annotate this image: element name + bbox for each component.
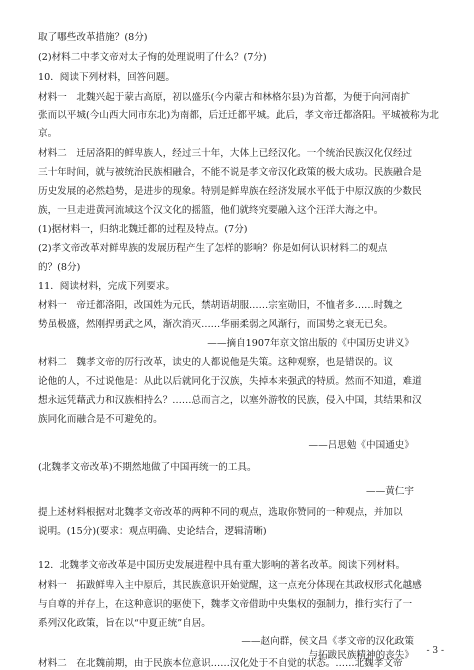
text-line: 历史发展的必然趋势，是进步的现象。特别是鲜卑族在经济发展水平低于中原汉族的少数民	[38, 186, 422, 197]
text-line: 族同化而融合是不可避免的。	[38, 414, 163, 425]
text-line: (2)孝文帝改革对鲜卑族的发展历程产生了怎样的影响？你是如何认识材料二的观点	[38, 243, 388, 254]
text-line: 想永远凭藉武力和汉族相持么？……总而言之，以塞外游牧的民族，侵入中国，其结果和汉	[38, 395, 422, 406]
text-line: 材料二 在北魏前期，由于民族本位意识……汉化处于不自觉的状态。……北魏孝文帝	[38, 658, 403, 669]
text-line: 三十年时间，就与被统治民族相融合，不能不说是孝文帝汉化政策的极大成功。民族融合是	[38, 167, 422, 178]
source-citation: ——摘自1907年京文馆出版的《中国历史讲义》	[207, 338, 414, 349]
question-heading: 12．北魏孝文帝改革是中国历史发展进程中具有重大影响的著名改革。阅读下列材料。	[38, 560, 406, 571]
text-line: 说明。(15分)(要求：观点明确、史论结合，逻辑清晰)	[38, 526, 267, 537]
text-line: 材料二 魏孝文帝的厉行改革，读史的人都说他是失策。这种观察，也是错误的。议	[38, 357, 393, 368]
source-citation: 与拓跋民族精神的丧失》	[308, 650, 414, 661]
text-line: 论他的人，不过说他是：从此以后就同化于汉族，失掉本来强武的特质。然而不知道，难道	[38, 376, 422, 387]
text-line: 材料二 迁居洛阳的鲜卑族人，经过三十年，大体上已经汉化。一个统治民族汉化仅经过	[38, 148, 413, 159]
text-line: (2)材料二中孝文帝对太子恂的处理说明了什么？(7分)	[38, 52, 267, 63]
page-number: - 3 -	[426, 646, 444, 656]
source-citation: ——赵向群，侯文昌《孝文帝的汉化政策	[241, 636, 414, 647]
text-line: 族，一旦走进黄河流域这个汉文化的摇篮，他们就终究要融入这个汪洋大海之中。	[38, 205, 384, 216]
text-line: 提上述材料根据对北魏孝文帝改革的两种不同的观点，选取你赞同的一种观点，并加以	[38, 507, 403, 518]
text-line: (1)据材料一，归纳北魏迁都的过程及特点。(7分)	[38, 224, 248, 235]
text-line: 与自尊的并存上，在这种意识的驱使下，魏孝文帝借助中央集权的强制力，推行实行了一	[38, 599, 413, 610]
question-heading: 10．阅读下列材料，回答问题。	[38, 72, 175, 83]
text-line: 材料一 帝迁都洛阳，改国姓为元氏，禁胡语胡服……宗室勋旧，不恤者多……时魏之	[38, 300, 403, 311]
text-line: (北魏孝文帝改革)不期然地做了中国再统一的工具。	[38, 462, 257, 473]
text-line: 京。	[38, 128, 58, 139]
question-heading: 11．阅读材料，完成下列要求。	[38, 281, 175, 292]
text-line: 势虽极盛，然刚捍勇武之风，渐次消灭……华丽柔弱之风渐行，而国势之衰无已矣。	[38, 319, 393, 330]
source-citation: ——吕思勉《中国通史》	[308, 440, 414, 451]
text-line: 材料一 拓跋鲜卑入主中原后，其民族意识开始觉醒，这一点充分体现在其政权形式化越感	[38, 580, 422, 591]
source-citation: ——黄仁宇	[366, 486, 414, 497]
text-line: 张而以平城(今山西大同市东北)为南都，后迁迁都平城。此后，孝文帝迁都洛阳。平城被称为北	[38, 110, 439, 121]
text-line: 系列汉化政策，旨在以“中夏正统”自居。	[38, 618, 211, 629]
text-line: 的？(8分)	[38, 262, 81, 273]
text-line: 取了哪些改革措施？(8分)	[38, 32, 148, 43]
text-line: 材料一 北魏兴起于蒙古高原，初以盛乐(今内蒙古和林格尔县)为首都，为便于向河南扩	[38, 92, 411, 103]
